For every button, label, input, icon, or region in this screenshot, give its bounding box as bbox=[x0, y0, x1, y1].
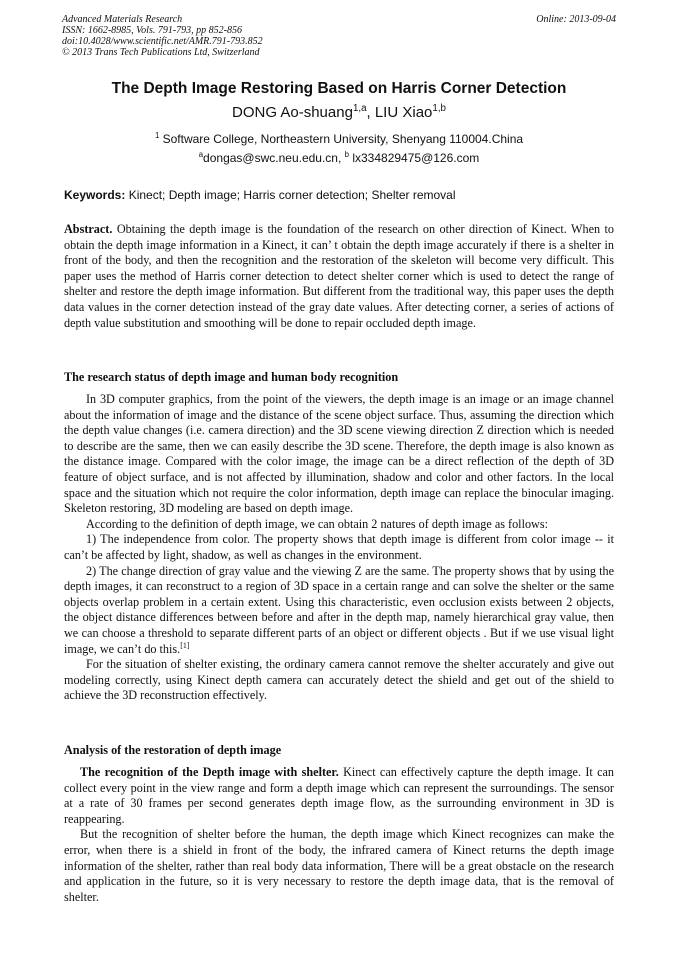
copyright-line: © 2013 Trans Tech Publications Ltd, Switzerland bbox=[62, 47, 260, 58]
abstract-text: Obtaining the depth image is the foundation of the research on other direction of Kinect. When to obtain the depth image information in a Kinect, it can’ t obtain the depth image accurately if there is a shelter in front of the body, and then the recognition and the restoration of the skeleton will become very difficult. This paper uses the method of Harris corner detection to detect shelter corner which is used to detect the range of shelter and restore the depth image information. But different from the traditional way, this paper uses the depth data values in the corner detection instead of the gray date values. After detecting corner, a series of actions of depth value substitution and smoothing will be done to repair occluded depth image. bbox=[64, 222, 614, 330]
author-separator: , bbox=[366, 104, 375, 121]
issn-line: ISSN: 1662-8985, Vols. 791-793, pp 852-856 bbox=[62, 25, 242, 36]
section-1-paragraph-5: For the situation of shelter existing, the ordinary camera cannot remove the shelter accurately and give out modeling correctly, using Kinect depth camera can accurately detect the shield and get out of the shield to achieve the 3D reconstruction effectively. bbox=[64, 657, 614, 703]
author-2-name: LIU Xiao bbox=[374, 104, 433, 121]
journal-name: Advanced Materials Research bbox=[62, 14, 183, 25]
email-a-superscript: a bbox=[198, 150, 204, 159]
author-1-superscript: 1,a bbox=[352, 103, 367, 114]
section-1-item-2: 2) The change direction of gray value and the viewing Z are the same. The property shows that by using the depth images, it can reconstruct to a region of 3D space in a certain range and can solve the shelter or the same objects overlap problem in a certain extent. Using this characteristic, even occlusion exists between 2 objects, the object distance differences between before and after in the depth map, namely hierarchical gray value, then we can choose a threshold to separate different parts of an object or different objects . But if we use visual light image, we can’t do this. bbox=[64, 563, 614, 656]
author-1-name: DONG Ao-shuang bbox=[232, 104, 353, 121]
email-line bbox=[62, 151, 616, 165]
section-2-body bbox=[64, 765, 614, 905]
citation-ref: [1] bbox=[180, 640, 190, 650]
paper-title: The Depth Image Restoring Based on Harris Corner Detection bbox=[111, 80, 567, 97]
affiliation bbox=[62, 132, 616, 146]
email-b-superscript: b bbox=[344, 150, 349, 159]
affiliation-superscript: 1 bbox=[154, 131, 160, 140]
section-1-paragraph-2: According to the definition of depth image, we can obtain 2 natures of depth image as follows: bbox=[86, 516, 548, 531]
keywords-text: Kinect; Depth image; Harris corner detection; Shelter removal bbox=[125, 188, 456, 202]
abstract-label: Abstract. bbox=[64, 222, 113, 236]
section-1-paragraph-1: In 3D computer graphics, from the point of the viewers, the depth image is an image or an image channel about the information of image and the distance of the scene object surface. Thus, assuming the direction which the depth value changes (i.e. camera direction) and the 3D scene viewing direction Z direction which is needed to describe are the same, then we can easily describe the 3D scene. Therefore, the depth image is also known as the distance image. Compared with the color image, the image can be a direct reflection of the depth of 3D feature of object surface, and is not affected by illumination, shadow and color and other factors. In the local space and the situation which not require the color information, depth image can replace the binocular imaging. Skeleton restoring, 3D modeling are based on depth image. bbox=[64, 392, 614, 516]
section-2-heading: Analysis of the restoration of depth image bbox=[64, 743, 282, 757]
section-2-subheading: The recognition of the Depth image with shelter. bbox=[80, 765, 339, 779]
keywords-label: Keywords: bbox=[64, 188, 126, 202]
doi-line: doi:10.4028/www.scientific.net/AMR.791-793.852 bbox=[62, 36, 263, 47]
section-1-item-1: 1) The independence from color. The property shows that depth image is different from color image -- it can’t be affected by light, shadow, as well as changes in the environment. bbox=[64, 532, 614, 562]
author-2-superscript: 1,b bbox=[432, 103, 446, 114]
section-2-paragraph-2: But the recognition of shelter before the human, the depth image which Kinect recognizes can make the error, when there is a shield in front of the body, the infrared camera of Kinect returns the depth image information of the shelter, rather than real body data information, There will be a great obstacle on the research and application in the future, so it is very necessary to restore the depth image data, that is the removal of shelter. bbox=[64, 827, 614, 904]
author-line bbox=[62, 104, 616, 121]
email-b: lx334829475@126.com bbox=[349, 151, 480, 165]
abstract bbox=[64, 222, 614, 331]
keywords bbox=[64, 188, 614, 202]
affiliation-text: Software College, Northeastern University, Shenyang 110004.China bbox=[159, 132, 524, 146]
section-1-body bbox=[64, 392, 614, 704]
section-2-paragraph-1: Kinect can effectively capture the depth image. It can collect every point in the view range and form a depth image which can represent the surroundings. The sensor at a rate of 30 frames per second generates depth image flow, as the surrounding environment in 3D is reappearing. bbox=[64, 765, 614, 826]
email-a: dongas@swc.neu.edu.cn, bbox=[203, 151, 345, 165]
section-1-heading: The research status of depth image and human body recognition bbox=[64, 370, 399, 384]
journal-header bbox=[62, 14, 616, 58]
online-date: Online: 2013-09-04 bbox=[536, 14, 616, 25]
